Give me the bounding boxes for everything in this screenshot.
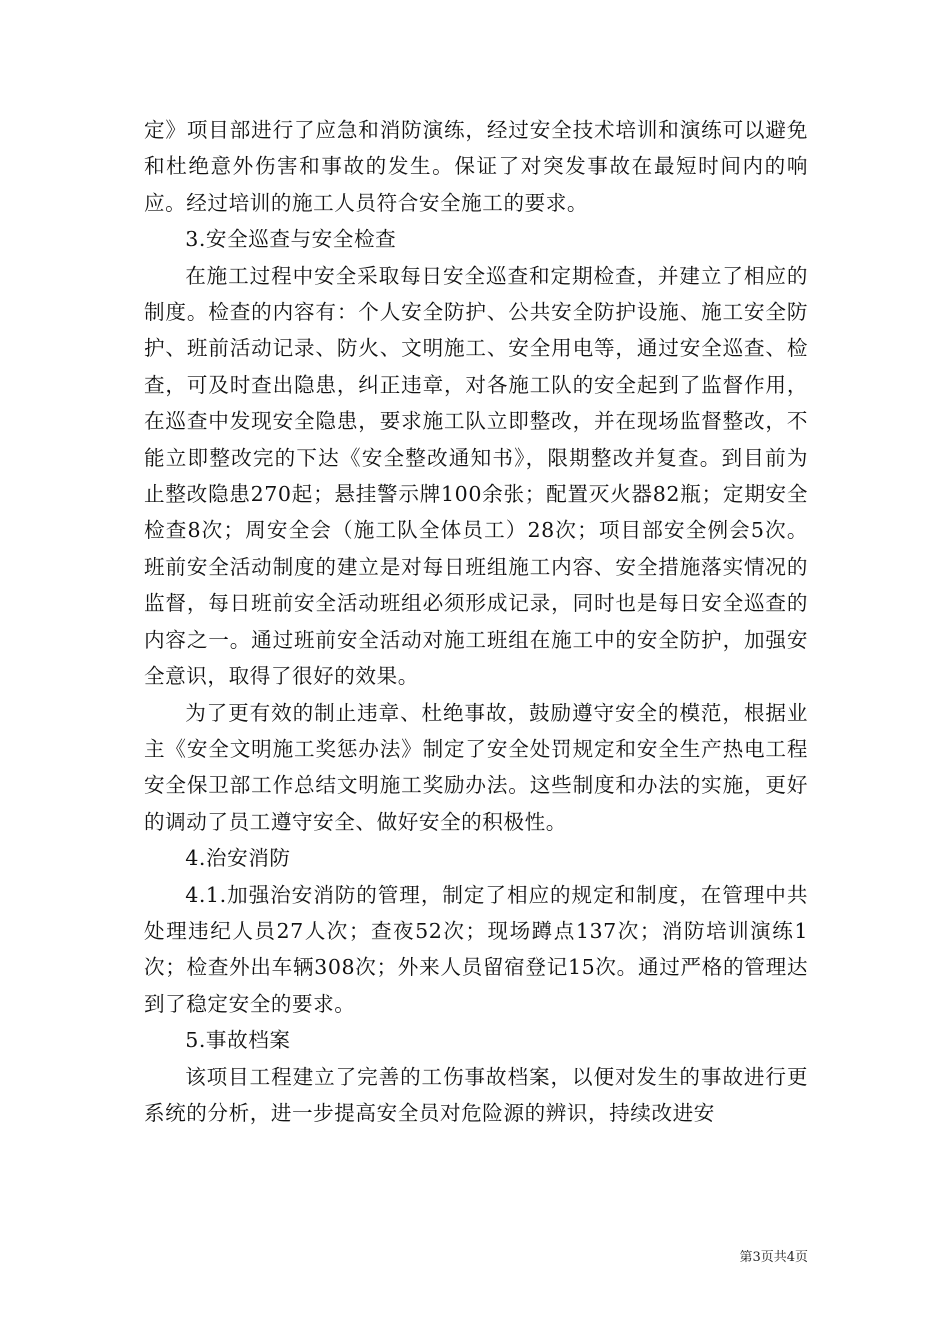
- paragraph-accident-records: 该项目工程建立了完善的工伤事故档案，以便对发生的事故进行更系统的分析，进一步提高安全员对危险源的辨识，持续改进安: [144, 1064, 808, 1125]
- page-number-footer: 第3页共4页: [739, 1250, 808, 1265]
- section-heading-accident-records: 5.事故档案: [185, 1028, 291, 1053]
- section-heading-safety-inspection: 3.安全巡查与安全检查: [185, 227, 397, 252]
- paragraph-rewards-penalties: 为了更有效的制止违章、杜绝事故，鼓励遵守安全的模范，根据业主《安全文明施工奖惩办法》制定了安全处罚规定和安全生产热电工程安全保卫部工作总结文明施工奖励办法。这些制度和办法的实施，更好的调动了员工遵守安全、做好安全的积极性。: [144, 700, 808, 834]
- paragraph-public-security: 4.1.加强治安消防的管理，制定了相应的规定和制度，在管理中共处理违纪人员27人次；查夜52次；现场蹲点137次；消防培训演练1次；检查外出车辆308次；外来人员留宿登记15次。通过严格的管理达到了稳定安全的要求。: [144, 882, 808, 1016]
- document-body: [144, 112, 808, 1131]
- paragraph-intro-continuation: 定》项目部进行了应急和消防演练，经过安全技术培训和演练可以避免和杜绝意外伤害和事故的发生。保证了对突发事故在最短时间内的响应。经过培训的施工人员符合安全施工的要求。: [144, 118, 808, 215]
- section-heading-public-security: 4.治安消防: [185, 846, 291, 871]
- paragraph-safety-inspection: 在施工过程中安全采取每日安全巡查和定期检查，并建立了相应的制度。检查的内容有：个人安全防护、公共安全防护设施、施工安全防护、班前活动记录、防火、文明施工、安全用电等，通过安全巡查、检查，可及时查出隐患，纠正违章，对各施工队的安全起到了监督作用，在巡查中发现安全隐患，要求施工队立即整改，并在现场监督整改，不能立即整改完的下达《安全整改通知书》，限期整改并复查。到目前为止整改隐患270起；悬挂警示牌100余张；配置灭火器82瓶；定期安全检查8次；周安全会（施工队全体员工）28次；项目部安全例会5次。班前安全活动制度的建立是对每日班组施工内容、安全措施落实情况的监督，每日班前安全活动班组必须形成记录，同时也是每日安全巡查的内容之一。通过班前安全活动对施工班组在施工中的安全防护，加强安全意识，取得了很好的效果。: [144, 263, 808, 689]
